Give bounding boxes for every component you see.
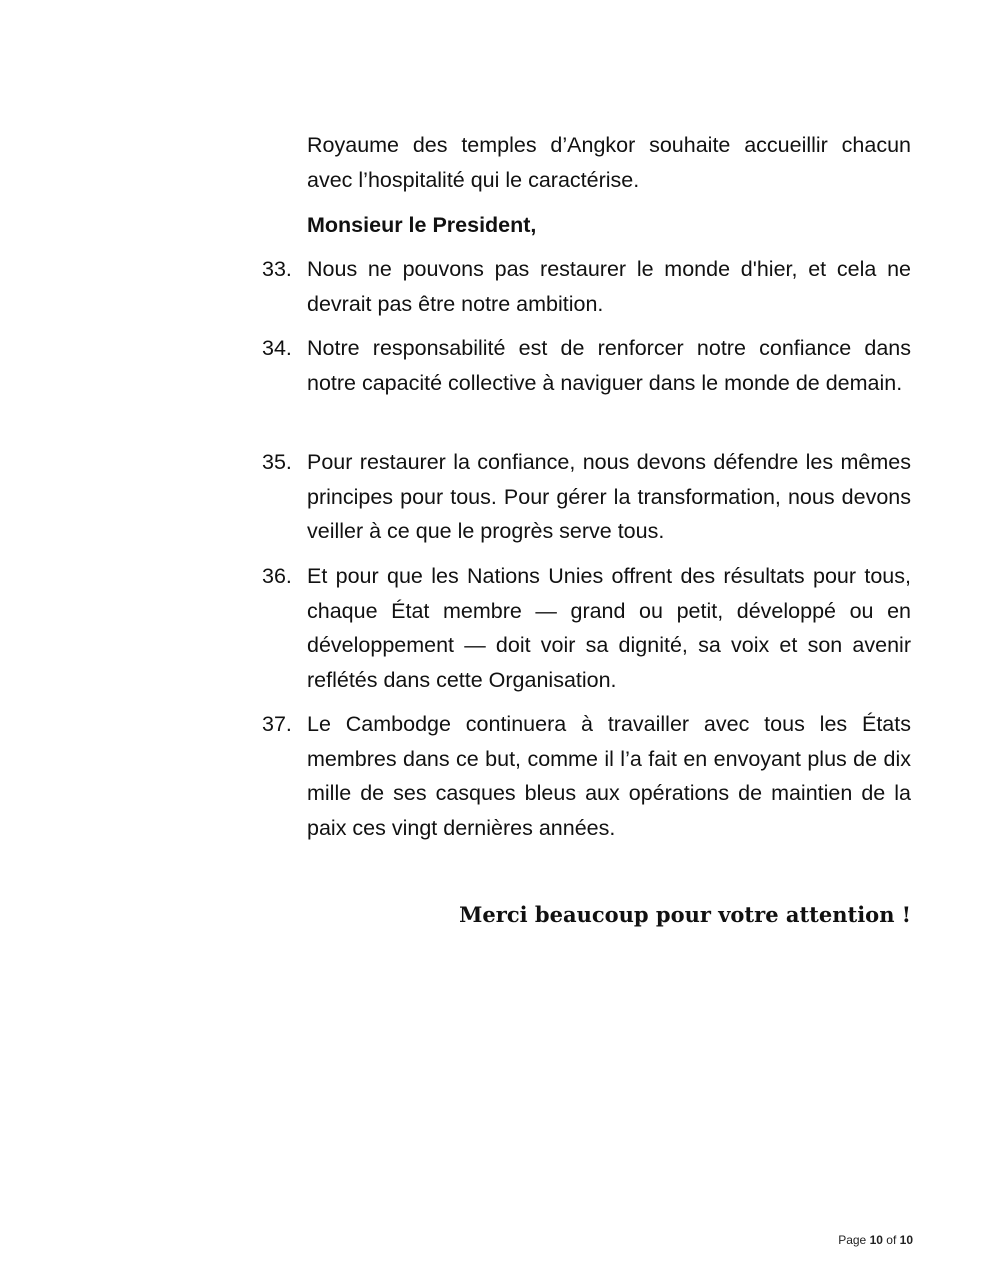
current-page: 10 — [869, 1233, 883, 1247]
salutation: Monsieur le President, — [307, 213, 537, 237]
page-number-footer — [838, 1233, 913, 1247]
of-label: of — [886, 1233, 897, 1247]
total-pages: 10 — [899, 1233, 913, 1247]
paragraph-text: Et pour que les Nations Unies offrent des résultats pour tous, chaque État membre — grand ou petit, développé ou en développement — doit voir sa dignité, sa voix et son avenir reflétés dans cette Organisation. — [307, 564, 911, 692]
paragraph-number: 35. — [262, 450, 292, 474]
paragraph-text: Le Cambodge continuera à travailler avec tous les États membres dans ce but, comme il l’a fait en envoyant plus de dix mille de ses casques bleus aux opérations de maintien de la paix ces vingt dernières années. — [307, 712, 911, 840]
closing-line: Merci beaucoup pour votre attention ! — [459, 902, 911, 927]
page-label: Page — [838, 1233, 867, 1247]
paragraph-number: 36. — [262, 564, 292, 588]
paragraph-text: Nous ne pouvons pas restaurer le monde d'hier, et cela ne devrait pas être notre ambition. — [307, 257, 911, 316]
paragraph-number: 34. — [262, 336, 292, 360]
paragraph-text: Notre responsabilité est de renforcer notre confiance dans notre capacité collective à naviguer dans le monde de demain. — [307, 336, 911, 395]
paragraph-text: Pour restaurer la confiance, nous devons défendre les mêmes principes pour tous. Pour gérer la transformation, nous devons veiller à ce que le progrès serve tous. — [307, 450, 911, 543]
paragraph-number: 33. — [262, 257, 292, 281]
paragraph-number: 37. — [262, 712, 292, 736]
intro-paragraph: Royaume des temples d’Angkor souhaite accueillir chacun avec l’hospitalité qui le caractérise. — [307, 133, 911, 192]
